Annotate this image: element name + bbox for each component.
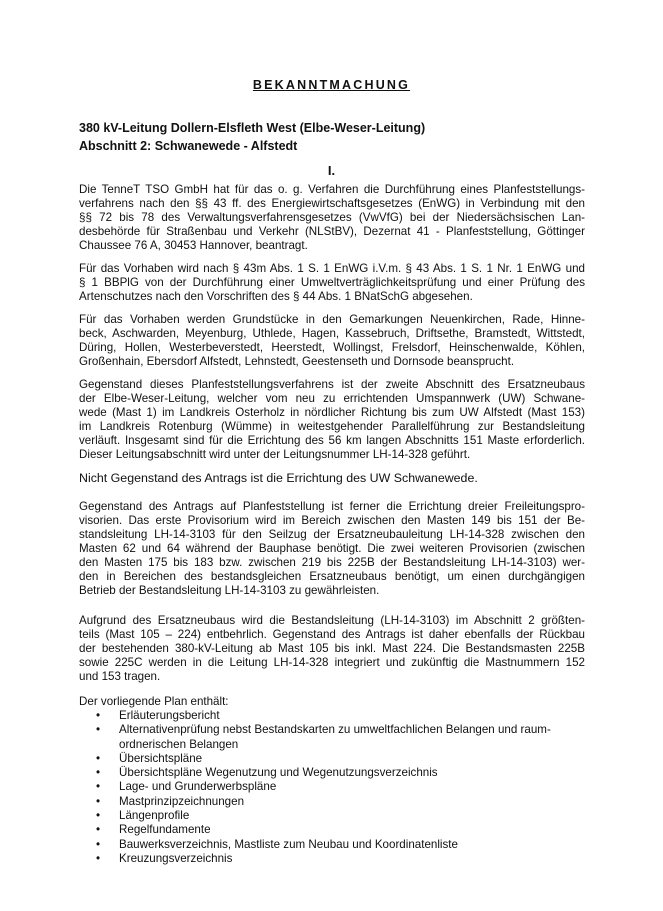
bullet-icon: • xyxy=(96,809,101,823)
paragraph xyxy=(79,262,585,304)
paragraph-line: visorien. Das erste Provisorium wird im Bereich zwischen den Masten 149 bis 151 der Be- xyxy=(79,514,585,527)
paragraph xyxy=(79,471,478,485)
paragraph-line: der Elbe-Weser-Leitung, welcher vom neu zu errichtenden Umspannwerk (UW) Schwane- xyxy=(79,392,585,405)
list-item-text: Bauwerksverzeichnis, Mastliste zum Neubau und Koordinatenliste xyxy=(119,837,458,851)
paragraph xyxy=(79,313,585,369)
list-item-text: Erläuterungsbericht xyxy=(119,709,220,722)
list-intro: Der vorliegende Plan enthält: xyxy=(79,695,229,708)
paragraph-line: wede (Mast 1) im Landkreis Osterholz in nördlicher Richtung bis zum UW Alfstedt (Mast 153) xyxy=(79,406,585,419)
paragraph-line: der bestehenden 380-kV-Leitung ab Mast 105 bis inkl. Mast 224. Die Bestandsmasten 225B xyxy=(79,642,585,655)
list-item-text: Alternativenprüfung nebst Bestandskarten zu umweltfachlichen Belangen und raum- xyxy=(119,723,551,737)
list-item-text: Übersichtspläne xyxy=(119,751,203,765)
paragraph-line: §§ 72 bis 78 des Verwaltungsverfahrensgesetzes (VwVfG) bei der Niedersächsischen Lan- xyxy=(79,211,585,224)
bullet-icon: • xyxy=(96,794,101,808)
bullet-icon: • xyxy=(96,837,101,851)
paragraph-line: Für das Vorhaben werden Grundstücke in den Gemarkungen Neuenkirchen, Rade, Hinne- xyxy=(79,313,585,326)
paragraph-line: im Landkreis Rotenburg (Wümme) in weitestgehender Parallelführung zur Bestandsleitung xyxy=(79,420,585,433)
paragraph-line: Gegenstand des Antrags auf Planfeststellung ist ferner die Errichtung dreier Freileitungspro- xyxy=(79,500,585,513)
paragraph-line: Die TenneT TSO GmbH hat für das o. g. Verfahren die Durchführung eines Planfeststellungs- xyxy=(79,183,585,196)
paragraph-line: teils (Mast 105 – 224) entbehrlich. Gegenstand des Antrags ist daher ebenfalls der Rückbau xyxy=(79,628,585,641)
contents-list xyxy=(96,709,576,866)
list-item-text: Kreuzungsverzeichnis xyxy=(119,851,233,865)
paragraph-line: den Masten 175 bis 183 bzw. zwischen 219 bis 225B der Bestandsleitung LH-14-3103) wer- xyxy=(79,556,585,569)
paragraph-line: standsleitung LH-14-3103 für den Seilzug der Ersatzneubauleitung LH-14-328 zwischen den xyxy=(79,528,585,541)
list-item-text: Übersichtspläne Wegenutzung und Wegenutzungsverzeichnis xyxy=(119,766,438,780)
bullet-icon: • xyxy=(96,766,101,780)
bullet-icon: • xyxy=(96,751,101,765)
paragraph-line: verfahrens nach den §§ 43 ff. des Energiewirtschaftsgesetzes (EnWG) in Verbindung mit den xyxy=(79,197,585,210)
list-item-text: Regelfundamente xyxy=(119,823,211,837)
section-number: I. xyxy=(327,163,336,178)
paragraph-line: und 153 tragen. xyxy=(79,670,161,683)
list-item xyxy=(96,795,576,809)
section-heading: Abschnitt 2: Schwanewede - Alfstedt xyxy=(79,139,298,153)
paragraph-line: Gegenstand dieses Planfeststellungsverfahrens ist der zweite Abschnitt des Ersatzneubaus xyxy=(79,378,585,391)
list-item xyxy=(96,723,576,752)
paragraph xyxy=(79,378,585,462)
paragraph-line: Düring, Hollen, Westerbeverstedt, Heerstedt, Wollingst, Frelsdorf, Heinschenwalde, Köhlen, xyxy=(79,341,585,354)
list-item-text: Mastprinzipzeichnungen xyxy=(119,794,245,808)
list-item-text: ordnerischen Belangen xyxy=(119,737,239,751)
paragraph-line: verläuft. Insgesamt sind für die Errichtung des 56 km langen Abschnitts 151 Maste erforderlich. xyxy=(79,434,585,447)
paragraph xyxy=(79,500,585,598)
list-item xyxy=(96,752,576,766)
list-item-text: Lage- und Grunderwerbspläne xyxy=(119,780,277,794)
paragraph-line: Großenhain, Ebersdorf Alfstedt, Lehnstedt, Geestenseth und Dornsode beansprucht. xyxy=(79,355,515,368)
bullet-icon: • xyxy=(96,709,101,722)
bullet-icon: • xyxy=(96,823,101,837)
paragraph-line: den in Bereichen des bestandsgleichen Ersatzneubaus benötigt, um einen durchgängigen xyxy=(79,570,585,583)
list-item xyxy=(96,709,576,723)
bullet-icon: • xyxy=(96,851,101,865)
list-item xyxy=(96,809,576,823)
bullet-icon: • xyxy=(96,723,101,737)
bullet-icon: • xyxy=(96,780,101,794)
paragraph-line: Nicht Gegenstand des Antrags ist die Errichtung des UW Schwanewede. xyxy=(79,471,478,485)
list-item xyxy=(96,838,576,852)
project-heading: 380 kV-Leitung Dollern-Elsfleth West (Elbe-Weser-Leitung) xyxy=(79,121,426,135)
list-item xyxy=(96,766,576,780)
paragraph xyxy=(79,183,585,253)
list-item-text: Längenprofile xyxy=(119,809,190,823)
list-item xyxy=(96,852,576,866)
paragraph-line: Chaussee 76 A, 30453 Hannover, beantragt. xyxy=(79,239,308,252)
paragraph-line: Aufgrund des Ersatzneubaus wird die Bestandsleitung (LH-14-3103) im Abschnitt 2 größten- xyxy=(79,614,585,627)
paragraph-line: Für das Vorhaben wird nach § 43m Abs. 1 S. 1 EnWG i.V.m. § 43 Abs. 1 S. 1 Nr. 1 EnWG und xyxy=(79,262,585,275)
paragraph-line: § 1 BBPlG von der Durchführung einer Umweltverträglichkeitsprüfung und einer Prüfung des xyxy=(79,276,585,289)
paragraph-line: Masten 62 und 64 während der Bauphase benötigt. Die zwei weiteren Provisorien (zwischen xyxy=(79,542,585,555)
paragraph-line: Dieser Leitungsabschnitt wird unter der Leitungsnummer LH-14-328 geführt. xyxy=(79,448,471,461)
paragraph-line: beck, Aschwarden, Meyenburg, Uthlede, Hagen, Kassebruch, Driftsethe, Bramstedt, Wittstedt, xyxy=(79,327,585,340)
paragraph-line: Artenschutzes nach den Vorschriften des § 44 Abs. 1 BNatSchG abgesehen. xyxy=(79,290,473,303)
document-title: BEKANNTMACHUNG xyxy=(252,78,411,92)
paragraph xyxy=(79,614,585,684)
paragraph-line: desbehörde für Straßenbau und Verkehr (NLStBV), Dezernat 41 - Planfeststellung, Göttinger xyxy=(79,225,585,238)
paragraph-line: sowie 225C werden in die Leitung LH-14-328 integriert und zukünftig die Mastnummern 152 xyxy=(79,656,585,669)
list-item xyxy=(96,780,576,794)
paragraph-line: Betrieb der Bestandsleitung LH-14-3103 zu gewährleisten. xyxy=(79,584,380,597)
list-item xyxy=(96,823,576,837)
